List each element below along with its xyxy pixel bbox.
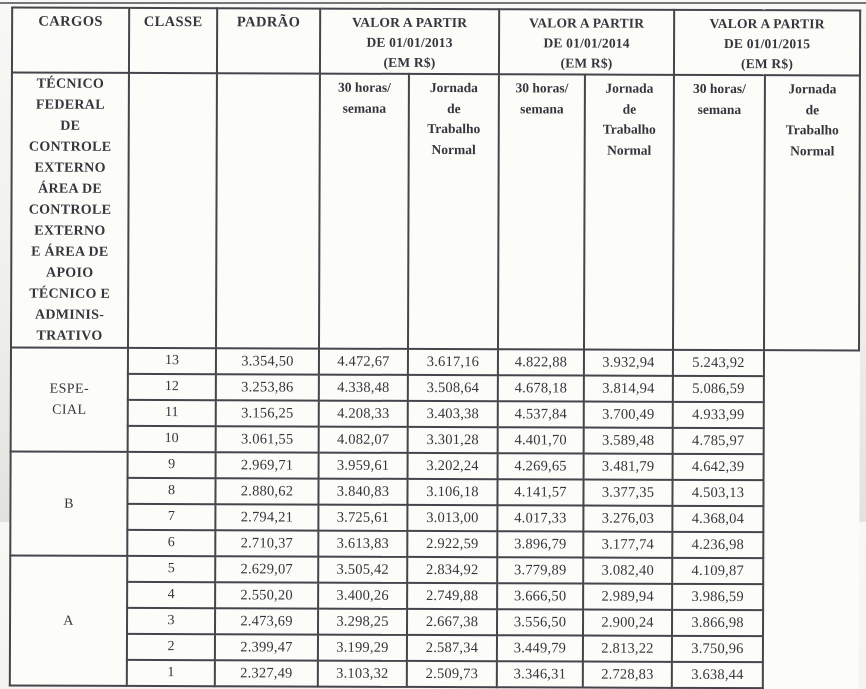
value-cell: 2.473,69 <box>215 608 318 634</box>
value-cell: 5.243,92 <box>673 350 764 376</box>
value-cell: 3.082,40 <box>583 558 672 584</box>
value-cell: 3.301,28 <box>408 427 498 453</box>
value-cell: 4.401,70 <box>498 427 584 453</box>
value-cell: 3.896,79 <box>497 531 583 557</box>
cargos-description-cell: TÉCNICO FEDERAL DE CONTROLE EXTERNO ÁREA DE CONTROLE EXTERNO E ÁREA DE APOIO TÉCNICO E ADMINIS- TRATIVO <box>11 73 129 348</box>
table-row <box>10 556 858 585</box>
value-cell: 4.503,13 <box>672 480 763 506</box>
value-cell: 3.298,25 <box>318 609 407 635</box>
value-cell: 3.617,16 <box>408 349 498 375</box>
padrao-spacer-cell <box>216 73 320 348</box>
value-cell: 3.202,24 <box>408 453 498 479</box>
table-row <box>11 348 859 377</box>
value-cell: 5.086,59 <box>673 376 764 402</box>
value-cell: 3.199,29 <box>318 635 407 661</box>
table-row <box>11 400 859 429</box>
subheader-jornada-2013: Jornada de Trabalho Normal <box>408 74 499 349</box>
value-cell: 4.338,48 <box>319 375 408 401</box>
value-cell: 3.505,42 <box>318 557 407 583</box>
value-cell: 3.932,94 <box>584 350 673 376</box>
header-classe: CLASSE <box>129 8 217 73</box>
header-year-group-2014: VALOR A PARTIR DE 01/01/2014 (EM R$) <box>499 9 674 75</box>
padrao-cell: 1 <box>127 660 215 686</box>
padrao-cell: 8 <box>127 478 215 504</box>
value-cell: 3.346,31 <box>497 661 583 687</box>
value-cell: 3.106,18 <box>407 479 497 505</box>
value-cell: 3.866,98 <box>672 610 763 636</box>
classe-spacer-cell <box>128 73 217 348</box>
header-year-group-2013: VALOR A PARTIR DE 01/01/2013 (EM R$) <box>320 9 499 75</box>
value-cell: 2.629,07 <box>215 556 318 582</box>
salary-table <box>9 7 861 689</box>
table-row <box>11 426 859 455</box>
value-cell: 3.403,38 <box>408 401 498 427</box>
salary-table-body <box>10 348 859 689</box>
table-row <box>10 504 858 533</box>
value-cell: 4.472,67 <box>319 349 408 375</box>
value-cell: 4.678,18 <box>498 375 584 401</box>
value-cell: 2.728,83 <box>583 662 672 688</box>
table-row <box>11 452 859 481</box>
subheader-30-horas-2013: 30 horas/ semana <box>319 74 409 349</box>
value-cell: 3.449,79 <box>497 635 583 661</box>
value-cell: 2.900,24 <box>583 610 672 636</box>
value-cell: 3.750,96 <box>672 636 763 662</box>
value-cell: 2.587,34 <box>407 635 497 661</box>
table-row <box>11 374 859 403</box>
value-cell: 4.236,98 <box>672 532 763 558</box>
padrao-cell: 3 <box>127 608 215 634</box>
value-cell: 4.642,39 <box>673 454 764 480</box>
value-cell: 2.834,92 <box>407 557 497 583</box>
value-cell: 3.103,32 <box>318 661 407 687</box>
value-cell: 3.156,25 <box>216 400 319 426</box>
value-cell: 2.399,47 <box>215 634 318 660</box>
classe-cell: B <box>10 452 127 556</box>
value-cell: 4.017,33 <box>497 505 583 531</box>
value-cell: 3.253,86 <box>216 374 319 400</box>
value-cell: 4.822,88 <box>498 349 584 375</box>
value-cell: 3.013,00 <box>407 505 497 531</box>
padrao-cell: 12 <box>128 374 216 400</box>
padrao-cell: 10 <box>128 426 216 452</box>
value-cell: 2.550,20 <box>215 582 318 608</box>
value-cell: 3.589,48 <box>584 428 673 454</box>
header-year-group-2015: VALOR A PARTIR DE 01/01/2015 (EM R$) <box>674 10 860 76</box>
subheader-jornada-2014: Jornada de Trabalho Normal <box>584 75 674 350</box>
value-cell: 3.613,83 <box>318 531 407 557</box>
value-cell: 3.400,26 <box>318 583 407 609</box>
value-cell: 2.794,21 <box>215 504 318 530</box>
value-cell: 4.269,65 <box>498 453 584 479</box>
value-cell: 3.276,03 <box>583 506 672 532</box>
table-row <box>10 478 858 507</box>
classe-cell: A <box>10 556 127 686</box>
value-cell: 3.986,59 <box>672 584 763 610</box>
page-top-rule <box>0 2 866 4</box>
padrao-cell: 11 <box>128 400 216 426</box>
subheader-30-horas-2015: 30 horas/ semana <box>673 75 765 350</box>
value-cell: 2.969,71 <box>216 452 319 478</box>
value-cell: 3.481,79 <box>584 454 673 480</box>
value-cell: 4.109,87 <box>672 558 763 584</box>
value-cell: 2.922,59 <box>407 531 497 557</box>
value-cell: 2.667,38 <box>407 609 497 635</box>
value-cell: 3.354,50 <box>216 348 319 374</box>
padrao-cell: 6 <box>127 530 215 556</box>
value-cell: 2.989,94 <box>583 584 672 610</box>
value-cell: 3.700,49 <box>584 402 673 428</box>
padrao-cell: 2 <box>127 634 215 660</box>
value-cell: 3.666,50 <box>497 583 583 609</box>
table-row <box>10 634 858 663</box>
subheader-jornada-2015: Jornada de Trabalho Normal <box>764 75 860 350</box>
padrao-cell: 13 <box>128 348 216 374</box>
classe-cell: ESPE- CIAL <box>11 348 128 452</box>
value-cell: 4.537,84 <box>498 401 584 427</box>
table-row <box>10 582 858 611</box>
value-cell: 2.880,62 <box>215 478 318 504</box>
subheader-30-horas-2014: 30 horas/ semana <box>498 74 585 349</box>
value-cell: 2.509,73 <box>407 661 497 687</box>
header-cargos: CARGOS <box>12 8 129 73</box>
table-header-row-years <box>12 8 860 76</box>
value-cell: 2.327,49 <box>215 660 318 686</box>
value-cell: 3.638,44 <box>672 662 763 688</box>
value-cell: 3.061,55 <box>216 426 319 452</box>
value-cell: 3.725,61 <box>318 505 407 531</box>
table-row <box>10 530 858 559</box>
value-cell: 4.208,33 <box>319 401 408 427</box>
padrao-cell: 4 <box>127 582 215 608</box>
value-cell: 3.779,89 <box>497 557 583 583</box>
value-cell: 3.814,94 <box>584 376 673 402</box>
value-cell: 3.959,61 <box>319 453 408 479</box>
table-row <box>10 608 858 637</box>
value-cell: 2.749,88 <box>407 583 497 609</box>
value-cell: 4.933,99 <box>673 402 764 428</box>
table-row <box>10 660 858 689</box>
value-cell: 4.368,04 <box>672 506 763 532</box>
value-cell: 3.377,35 <box>583 480 672 506</box>
value-cell: 2.710,37 <box>215 530 318 556</box>
value-cell: 3.556,50 <box>497 609 583 635</box>
padrao-cell: 7 <box>127 504 215 530</box>
value-cell: 4.141,57 <box>497 479 583 505</box>
header-padrao: PADRÃO <box>217 8 320 73</box>
value-cell: 3.840,83 <box>318 479 407 505</box>
value-cell: 4.082,07 <box>319 427 408 453</box>
table-header-row-subcolumns <box>11 73 860 351</box>
padrao-cell: 5 <box>127 556 215 582</box>
value-cell: 3.508,64 <box>408 375 498 401</box>
value-cell: 4.785,97 <box>673 428 764 454</box>
value-cell: 3.177,74 <box>583 532 672 558</box>
value-cell: 2.813,22 <box>583 636 672 662</box>
padrao-cell: 9 <box>128 452 216 478</box>
